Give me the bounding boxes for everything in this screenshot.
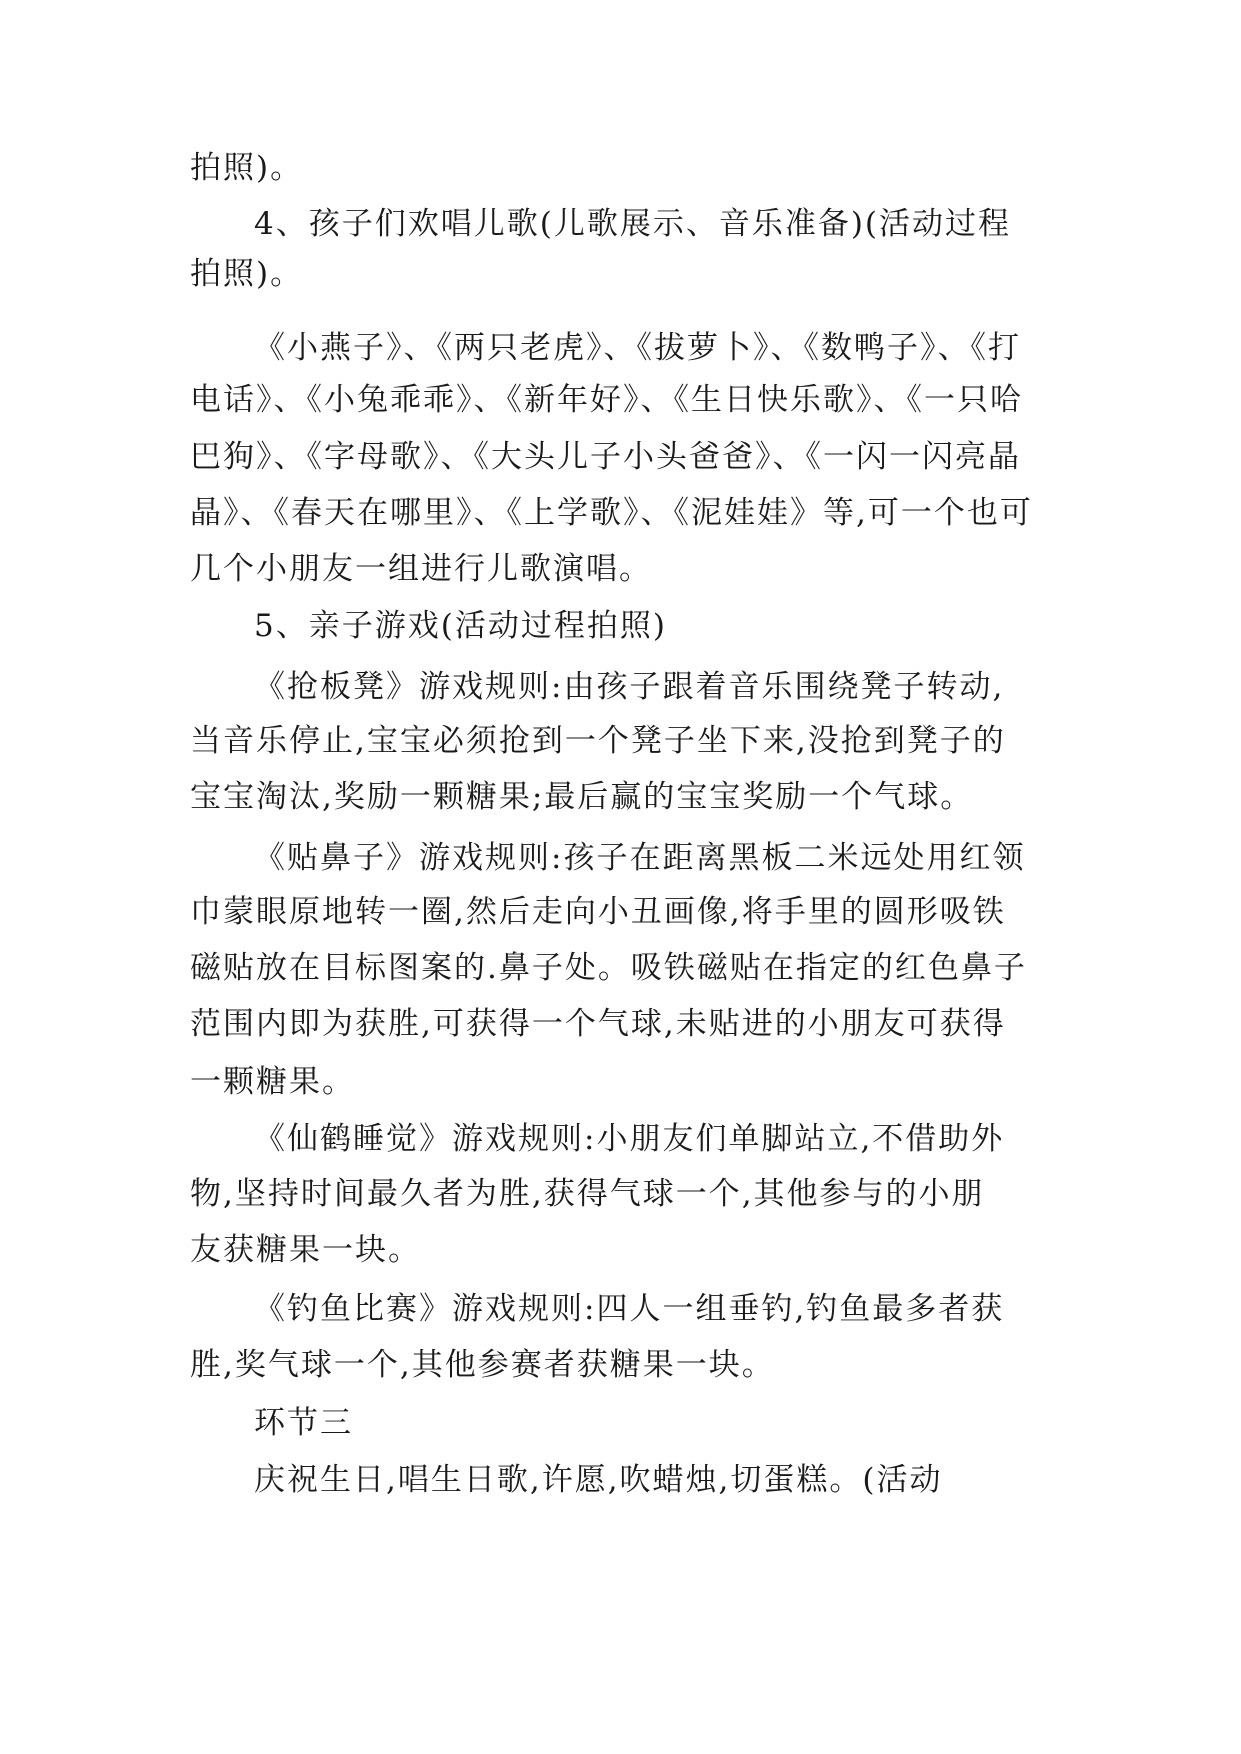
text-line-5: 电话》、《小兔乖乖》、《新年好》、《生日快乐歌》、《一只哈 <box>190 382 1023 418</box>
text-line-19: 物,坚持时间最久者为胜,获得气球一个,其他参与的小朋 <box>190 1176 985 1212</box>
text-line-4: 《小燕子》、《两只老虎》、《拔萝卜》、《数鸭子》、《打 <box>254 330 1021 366</box>
text-line-13: 《贴鼻子》游戏规则:孩子在距离黑板二米远处用红领 <box>254 840 1026 876</box>
text-line-17: 一颗糖果。 <box>190 1064 355 1100</box>
text-line-6: 巴狗》、《字母歌》、《大头儿子小头爸爸》、《一闪一闪亮晶 <box>190 439 1021 475</box>
text-line-18: 《仙鹤睡觉》游戏规则:小朋友们单脚站立,不借助外 <box>254 1121 1005 1157</box>
text-line-9: 5、亲子游戏(活动过程拍照) <box>254 608 667 644</box>
text-line-16: 范围内即为获胜,可获得一个气球,未贴进的小朋友可获得 <box>190 1006 1006 1042</box>
text-line-21: 《钓鱼比赛》游戏规则:四人一组垂钓,钓鱼最多者获 <box>254 1291 1005 1327</box>
text-line-24: 庆祝生日,唱生日歌,许愿,吹蜡烛,切蛋糕。(活动 <box>254 1462 943 1498</box>
section-heading: 环节三 <box>254 1405 353 1441</box>
text-line-8: 几个小朋友一组进行儿歌演唱。 <box>190 551 652 587</box>
text-line-7: 晶》、《春天在哪里》、《上学歌》、《泥娃娃》等,可一个也可 <box>190 495 1033 531</box>
text-line-22: 胜,奖气球一个,其他参赛者获糖果一块。 <box>190 1347 775 1383</box>
text-line-11: 当音乐停止,宝宝必须抢到一个凳子坐下来,没抢到凳子的 <box>190 723 1006 759</box>
text-line-20: 友获糖果一块。 <box>190 1232 421 1268</box>
text-line-12: 宝宝淘汰,奖励一颗糖果;最后赢的宝宝奖励一个气球。 <box>190 779 974 815</box>
text-line-15: 磁贴放在目标图案的.鼻子处。吸铁磁贴在指定的红色鼻子 <box>190 950 1027 986</box>
text-line-10: 《抢板凳》游戏规则:由孩子跟着音乐围绕凳子转动, <box>254 669 1005 705</box>
text-line-3: 拍照)。 <box>190 256 304 292</box>
text-line-14: 巾蒙眼原地转一圈,然后走向小丑画像,将手里的圆形吸铁 <box>190 894 1006 930</box>
text-line-2: 4、孩子们欢唱儿歌(儿歌展示、音乐准备)(活动过程 <box>254 206 1012 242</box>
text-line-1: 拍照)。 <box>190 150 304 186</box>
